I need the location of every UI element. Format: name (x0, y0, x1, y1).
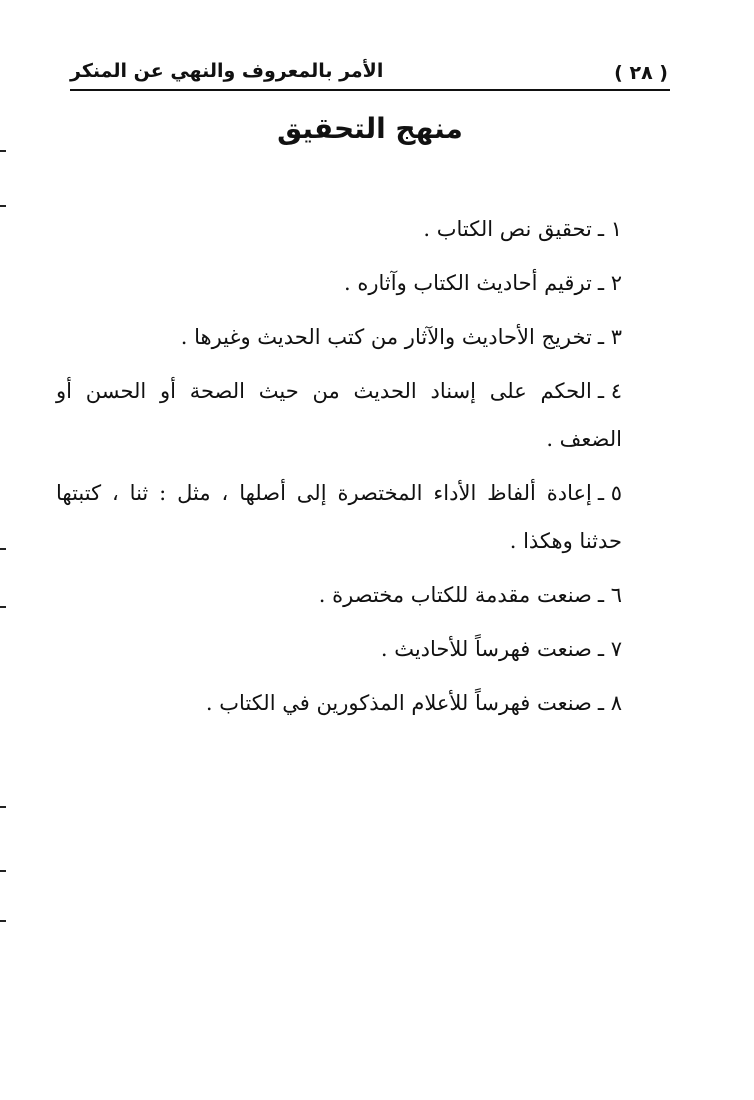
item-text: تخريج الأحاديث والآثار من كتب الحديث وغيرها . (180, 325, 592, 349)
item-number: ٥ ـ (597, 481, 622, 505)
methodology-list (56, 205, 622, 733)
list-item (56, 367, 622, 463)
list-item (56, 469, 622, 565)
list-item (62, 571, 622, 619)
item-text: صنعت مقدمة للكتاب مختصرة . (318, 583, 592, 607)
item-number: ٧ ـ (597, 637, 622, 661)
scan-edge-mark (0, 806, 6, 808)
list-item (62, 259, 622, 307)
item-number: ٦ ـ (597, 583, 622, 607)
list-item (62, 313, 622, 361)
header-rule (70, 89, 670, 91)
item-text: صنعت فهرساً للأعلام المذكورين في الكتاب . (205, 691, 592, 715)
list-item (62, 205, 622, 253)
item-number: ٣ ـ (597, 325, 622, 349)
item-text: الحكم على إسناد الحديث من حيث الصحة أو الحسن أو الضعف . (56, 379, 622, 451)
scan-edge-mark (0, 606, 6, 608)
running-header (70, 58, 670, 88)
scan-edge-mark (0, 870, 6, 872)
item-number: ١ ـ (597, 217, 622, 241)
item-text: صنعت فهرساً للأحاديث . (380, 637, 592, 661)
scan-edge-mark (0, 205, 6, 207)
page-number: ( ٢٨ ) (614, 62, 668, 84)
scan-edge-mark (0, 920, 6, 922)
item-number: ٨ ـ (597, 691, 622, 715)
list-item (62, 679, 622, 727)
scan-edge-mark (0, 150, 6, 152)
item-number: ٢ ـ (597, 271, 622, 295)
item-text: إعادة ألفاظ الأداء المختصرة إلى أصلها ، مثل : ثنا ، كتبتها حدثنا وهكذا . (56, 481, 622, 553)
item-number: ٤ ـ (597, 379, 622, 403)
list-item (62, 625, 622, 673)
item-text: ترقيم أحاديث الكتاب وآثاره . (344, 271, 592, 295)
scan-edge-mark (0, 548, 6, 550)
section-heading: منهج التحقيق (277, 112, 463, 145)
item-text: تحقيق نص الكتاب . (423, 217, 592, 241)
book-title: الأمر بالمعروف والنهي عن المنكر (70, 60, 384, 82)
